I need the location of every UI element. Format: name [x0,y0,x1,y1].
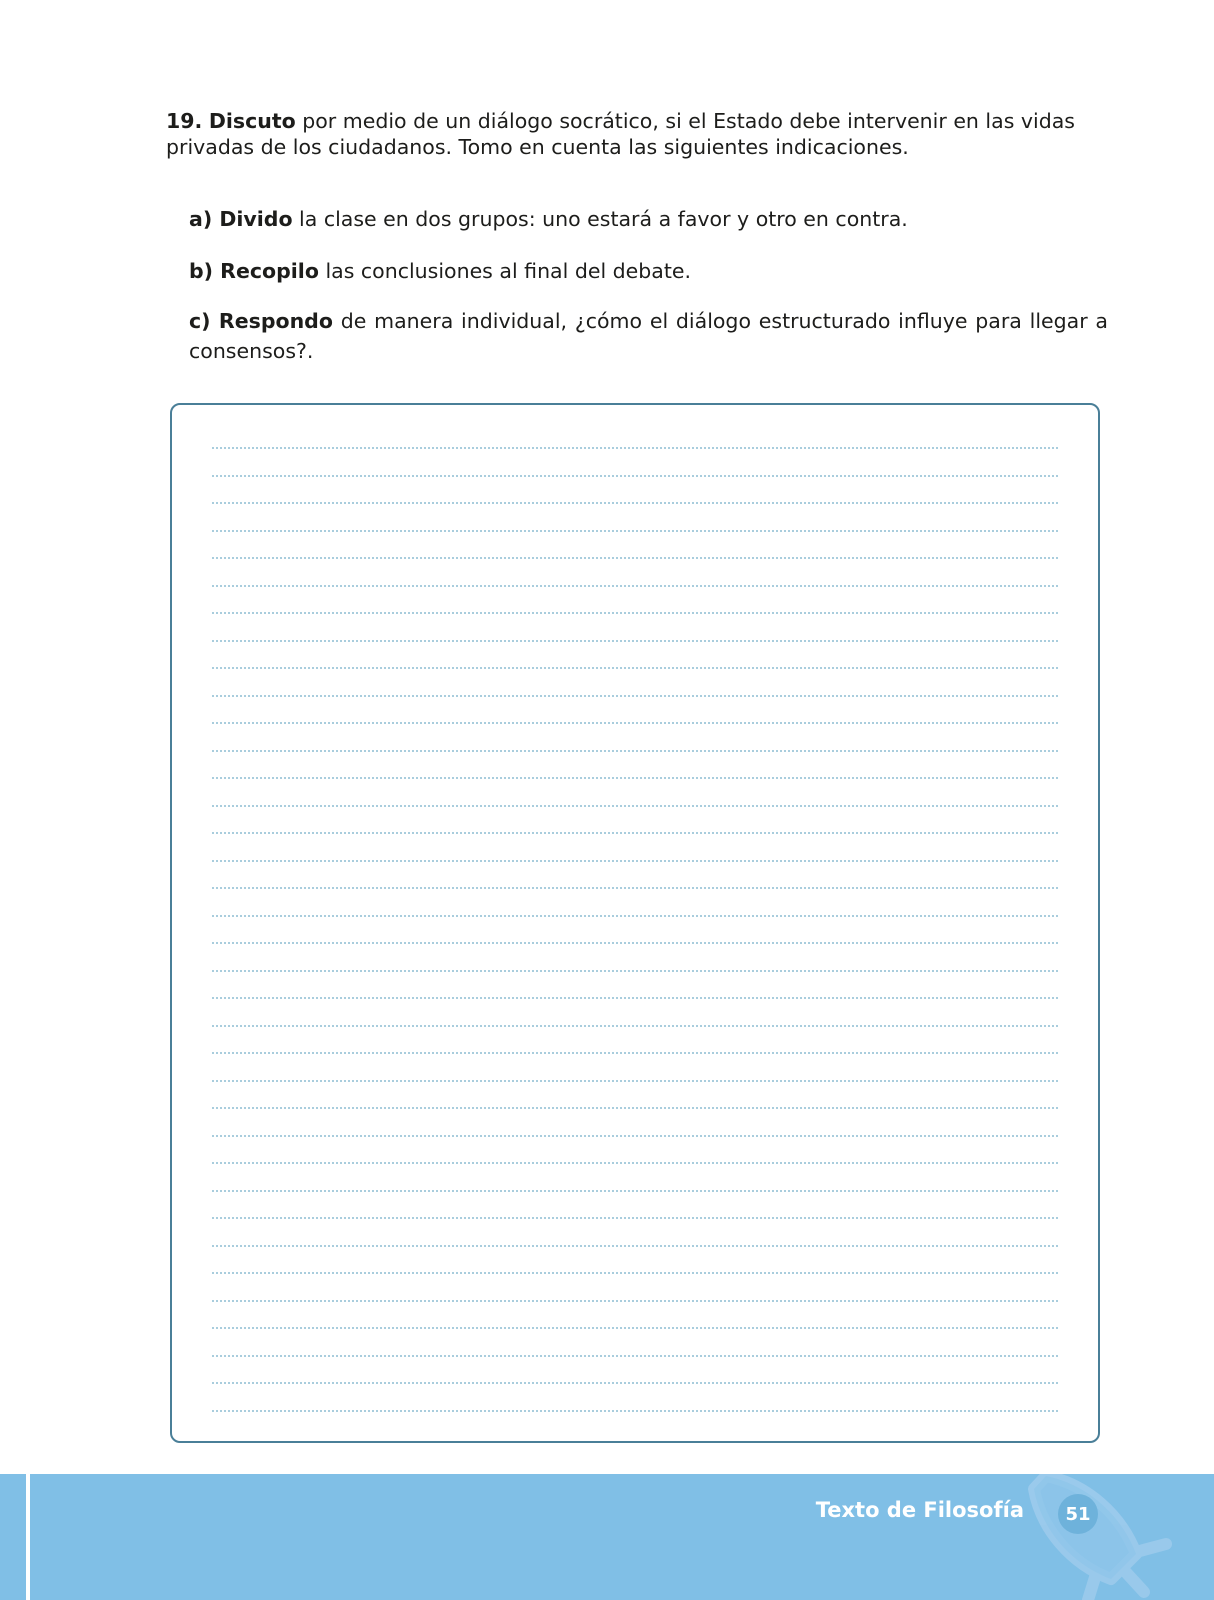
instruction-b-label: b) Recopilo [189,259,319,283]
writing-line [212,722,1058,724]
footer-book-title: Texto de Filosofía [815,1498,1024,1522]
footer-stripe [26,1474,30,1600]
writing-line [212,1107,1058,1109]
question-verb: Discuto [208,109,296,133]
writing-line [212,832,1058,834]
rocket-icon [1026,1474,1186,1600]
writing-line [212,667,1058,669]
writing-line [212,502,1058,504]
writing-line [212,1190,1058,1192]
writing-line [212,1025,1058,1027]
writing-line [212,585,1058,587]
writing-line [212,942,1058,944]
page-number: 51 [1065,1503,1091,1525]
instruction-b [189,256,1108,286]
writing-line [212,1327,1058,1329]
answer-writing-box[interactable] [170,403,1100,1443]
writing-line [212,1382,1058,1384]
instruction-c-label: c) Respondo [189,309,333,333]
writing-line [212,475,1058,477]
writing-line [212,1410,1058,1412]
writing-line [212,640,1058,642]
instruction-b-text: las conclusiones al final del debate. [318,259,692,283]
writing-line [212,915,1058,917]
instruction-c [189,306,1108,366]
page-footer [0,1474,1214,1600]
writing-line [212,612,1058,614]
writing-line [212,530,1058,532]
writing-line [212,1245,1058,1247]
instruction-a [189,204,1108,234]
writing-line [212,1052,1058,1054]
writing-line [212,997,1058,999]
writing-line [212,557,1058,559]
instruction-a-text: la clase en dos grupos: uno estará a favor y otro en contra. [292,207,908,231]
writing-line [212,1272,1058,1274]
writing-line [212,750,1058,752]
writing-line [212,695,1058,697]
writing-line [212,860,1058,862]
writing-line [212,447,1058,449]
question-19 [166,108,1108,160]
writing-line [212,777,1058,779]
writing-line [212,1135,1058,1137]
writing-line [212,1355,1058,1357]
question-text: por medio de un diálogo socrático, si el Estado debe intervenir en las vidas privadas de los ciudadanos. Tomo en cuenta las siguientes indicaciones. [166,109,1075,159]
writing-line [212,1300,1058,1302]
instruction-c-text: de manera individual, ¿cómo el diálogo estructurado influye para llegar a consensos?. [189,309,1108,363]
writing-line [212,1217,1058,1219]
writing-line [212,1080,1058,1082]
instruction-a-label: a) Divido [189,207,293,231]
writing-line [212,887,1058,889]
writing-line [212,1162,1058,1164]
writing-line [212,970,1058,972]
writing-line [212,805,1058,807]
question-number: 19. [166,109,203,133]
page-number-badge [1058,1494,1098,1534]
